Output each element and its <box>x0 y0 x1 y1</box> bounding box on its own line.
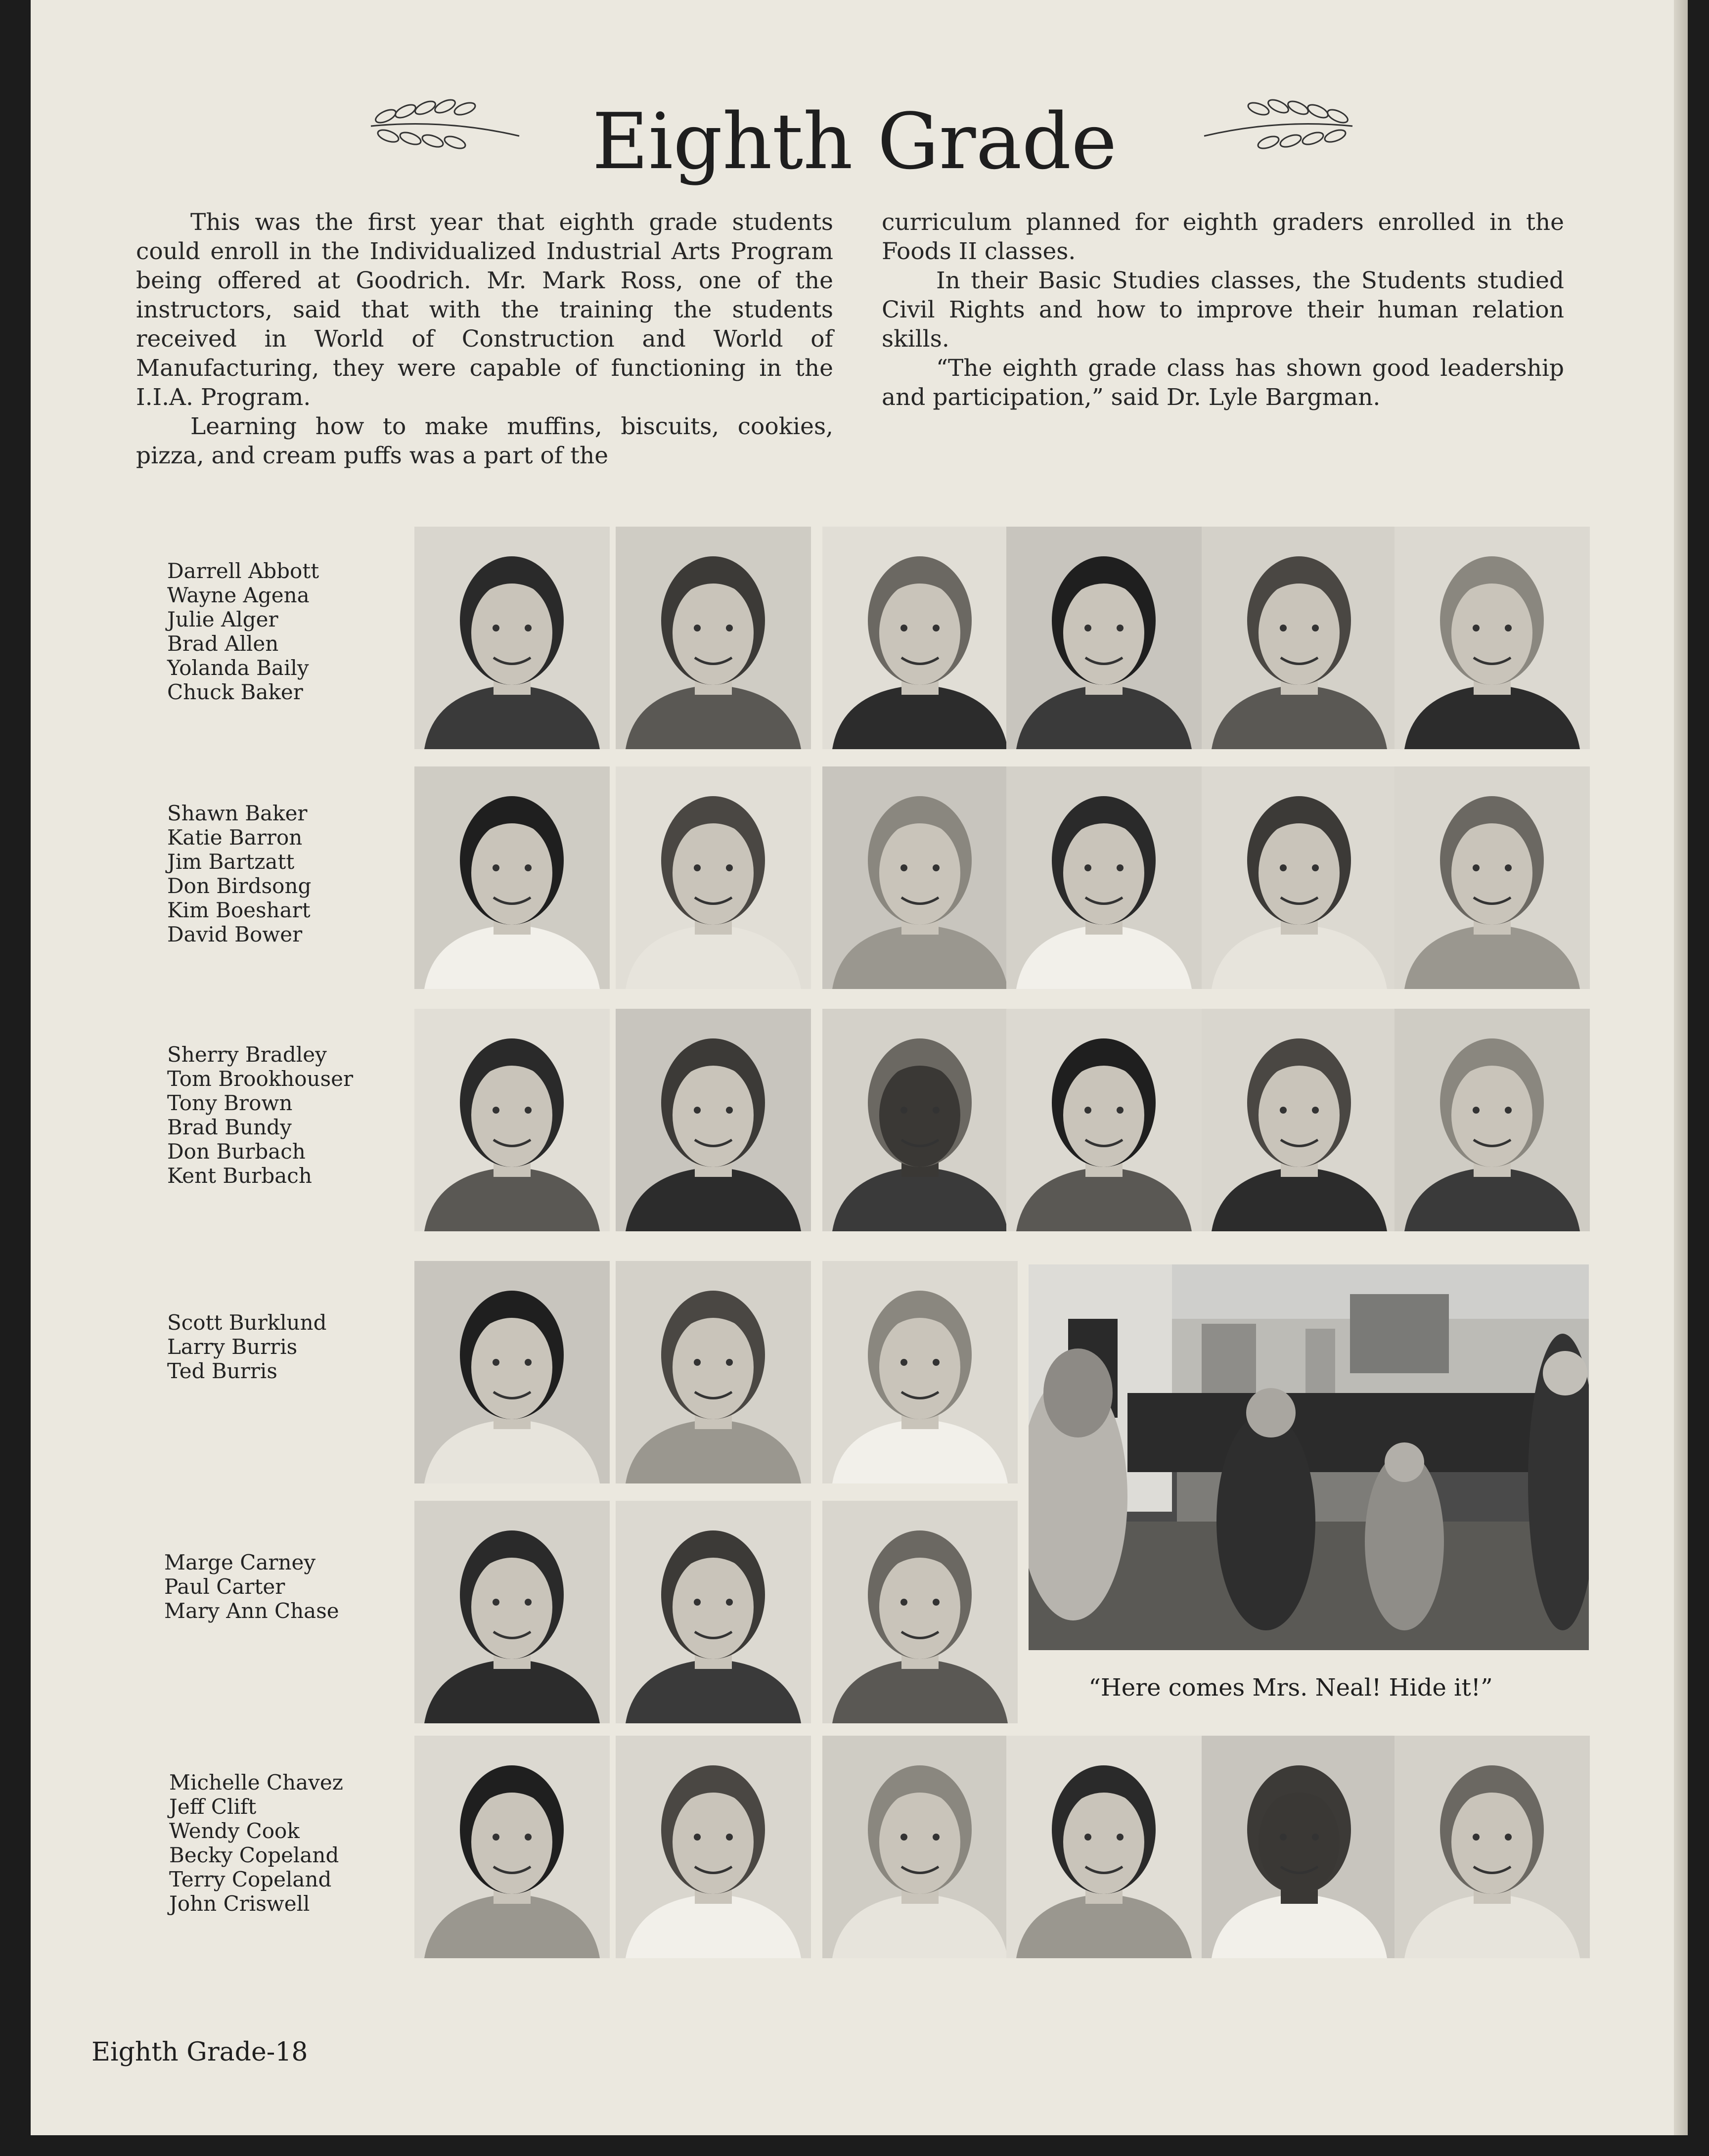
student-portrait <box>616 1736 811 1958</box>
student-name: David Bower <box>167 922 303 946</box>
student-name: Jeff Clift <box>169 1795 257 1819</box>
portrait-silhouette-icon <box>822 1009 1018 1231</box>
student-name: Tom Brookhouser <box>167 1067 354 1091</box>
portrait-silhouette-icon <box>616 1736 811 1958</box>
page-spine <box>1674 0 1688 2135</box>
student-portrait <box>1394 1736 1590 1958</box>
student-portrait <box>822 527 1018 749</box>
student-name: Chuck Baker <box>167 680 303 704</box>
portrait-silhouette-icon <box>1394 1009 1590 1231</box>
name-list-row-6 <box>169 1770 343 1916</box>
student-name: John Criswell <box>169 1891 310 1916</box>
portrait-silhouette-icon <box>616 766 811 989</box>
student-name: Paul Carter <box>164 1574 285 1599</box>
student-portrait <box>616 1501 811 1723</box>
name-list-row-5 <box>164 1550 339 1623</box>
student-name: Wayne Agena <box>167 583 310 607</box>
student-portrait <box>1006 527 1202 749</box>
student-name: Don Birdsong <box>167 874 312 898</box>
student-name: Marge Carney <box>164 1550 316 1574</box>
student-name: Wendy Cook <box>169 1819 300 1843</box>
portrait-silhouette-icon <box>616 1501 811 1723</box>
student-portrait <box>822 1736 1018 1958</box>
student-name: Michelle Chavez <box>169 1770 343 1795</box>
student-portrait <box>616 1009 811 1231</box>
student-name: Becky Copeland <box>169 1843 339 1867</box>
portrait-silhouette-icon <box>616 1009 811 1231</box>
name-list-row-1 <box>167 559 319 704</box>
portrait-silhouette-icon <box>822 527 1018 749</box>
student-portrait <box>616 527 811 749</box>
student-portrait <box>1202 527 1397 749</box>
portrait-silhouette-icon <box>822 1261 1018 1483</box>
portrait-silhouette-icon <box>1006 1736 1202 1958</box>
student-name: Katie Barron <box>167 825 303 850</box>
student-portrait <box>1202 766 1397 989</box>
photo-caption: “Here comes Mrs. Neal! Hide it!” <box>1088 1674 1493 1702</box>
student-name: Brad Allen <box>167 631 279 656</box>
portrait-silhouette-icon <box>414 1736 610 1958</box>
name-list-row-3 <box>167 1042 353 1188</box>
student-name: Darrell Abbott <box>167 559 319 583</box>
intro-paragraph: This was the first year that eighth grade students could enroll in the Individualized Industrial Arts Program being offered at Goodrich. Mr. Mark Ross, one of the instructors, said that with the training the students received in World of Construction and World of Manufacturing, they were capable of functioning in the I.I.A. Program. <box>136 209 833 411</box>
student-name: Sherry Bradley <box>167 1042 327 1067</box>
student-name: Don Burbach <box>167 1139 306 1164</box>
student-portrait <box>1006 766 1202 989</box>
classroom-scene-icon <box>1029 1264 1589 1650</box>
portrait-silhouette-icon <box>616 1261 811 1483</box>
student-portrait <box>1394 766 1590 989</box>
student-portrait <box>1006 1009 1202 1231</box>
student-name: Shawn Baker <box>167 801 308 825</box>
student-portrait <box>1006 1736 1202 1958</box>
student-portrait <box>414 1736 610 1958</box>
student-name: Kim Boeshart <box>167 898 311 922</box>
portrait-silhouette-icon <box>414 766 610 989</box>
portrait-silhouette-icon <box>1202 1009 1397 1231</box>
student-portrait <box>822 766 1018 989</box>
portrait-silhouette-icon <box>1202 766 1397 989</box>
portrait-silhouette-icon <box>414 1009 610 1231</box>
portrait-silhouette-icon <box>1202 1736 1397 1958</box>
student-portrait <box>414 1501 610 1723</box>
portrait-silhouette-icon <box>414 1501 610 1723</box>
student-portrait <box>822 1009 1018 1231</box>
classroom-group-photo <box>1029 1264 1589 1650</box>
student-portrait <box>414 527 610 749</box>
intro-right-column <box>882 208 1564 412</box>
student-name: Julie Alger <box>167 607 278 631</box>
student-name: Tony Brown <box>167 1091 293 1115</box>
portrait-silhouette-icon <box>414 1261 610 1483</box>
student-portrait <box>414 766 610 989</box>
portrait-silhouette-icon <box>822 766 1018 989</box>
student-name: Jim Bartzatt <box>167 850 295 874</box>
student-name: Brad Bundy <box>167 1115 292 1139</box>
intro-left-column <box>136 208 833 470</box>
portrait-silhouette-icon <box>1394 527 1590 749</box>
portrait-silhouette-icon <box>1006 766 1202 989</box>
student-portrait <box>414 1261 610 1483</box>
page-footer: Eighth Grade-18 <box>91 2037 308 2067</box>
student-portrait <box>616 766 811 989</box>
student-name: Kent Burbach <box>167 1164 312 1188</box>
student-name: Ted Burris <box>167 1359 277 1383</box>
intro-paragraph: In their Basic Studies classes, the Students studied Civil Rights and how to improve their human relation skills. <box>882 267 1564 353</box>
student-portrait <box>1202 1736 1397 1958</box>
portrait-silhouette-icon <box>1202 527 1397 749</box>
student-portrait <box>616 1261 811 1483</box>
student-portrait <box>822 1261 1018 1483</box>
student-portrait <box>1394 1009 1590 1231</box>
intro-paragraph: Learning how to make muffins, biscuits, cookies, pizza, and cream puffs was a part of the <box>136 413 833 469</box>
portrait-silhouette-icon <box>1394 766 1590 989</box>
portrait-silhouette-icon <box>1006 1009 1202 1231</box>
student-portrait <box>414 1009 610 1231</box>
student-portrait <box>822 1501 1018 1723</box>
student-name: Terry Copeland <box>169 1867 332 1891</box>
student-name: Yolanda Baily <box>167 656 309 680</box>
student-name: Scott Burklund <box>167 1310 327 1335</box>
portrait-silhouette-icon <box>616 527 811 749</box>
student-portrait <box>1202 1009 1397 1231</box>
name-list-row-2 <box>167 801 311 946</box>
student-portrait <box>1394 527 1590 749</box>
intro-paragraph: curriculum planned for eighth graders enrolled in the Foods II classes. <box>882 209 1564 265</box>
name-list-row-4 <box>167 1310 327 1383</box>
portrait-silhouette-icon <box>822 1736 1018 1958</box>
intro-paragraph: “The eighth grade class has shown good leadership and participation,” said Dr. Lyle Bargman. <box>882 355 1564 411</box>
student-name: Larry Burris <box>167 1335 298 1359</box>
page-title: Eighth Grade <box>592 96 1117 186</box>
portrait-silhouette-icon <box>822 1501 1018 1723</box>
portrait-silhouette-icon <box>1394 1736 1590 1958</box>
portrait-silhouette-icon <box>1006 527 1202 749</box>
portrait-silhouette-icon <box>414 527 610 749</box>
student-name: Mary Ann Chase <box>164 1599 339 1623</box>
